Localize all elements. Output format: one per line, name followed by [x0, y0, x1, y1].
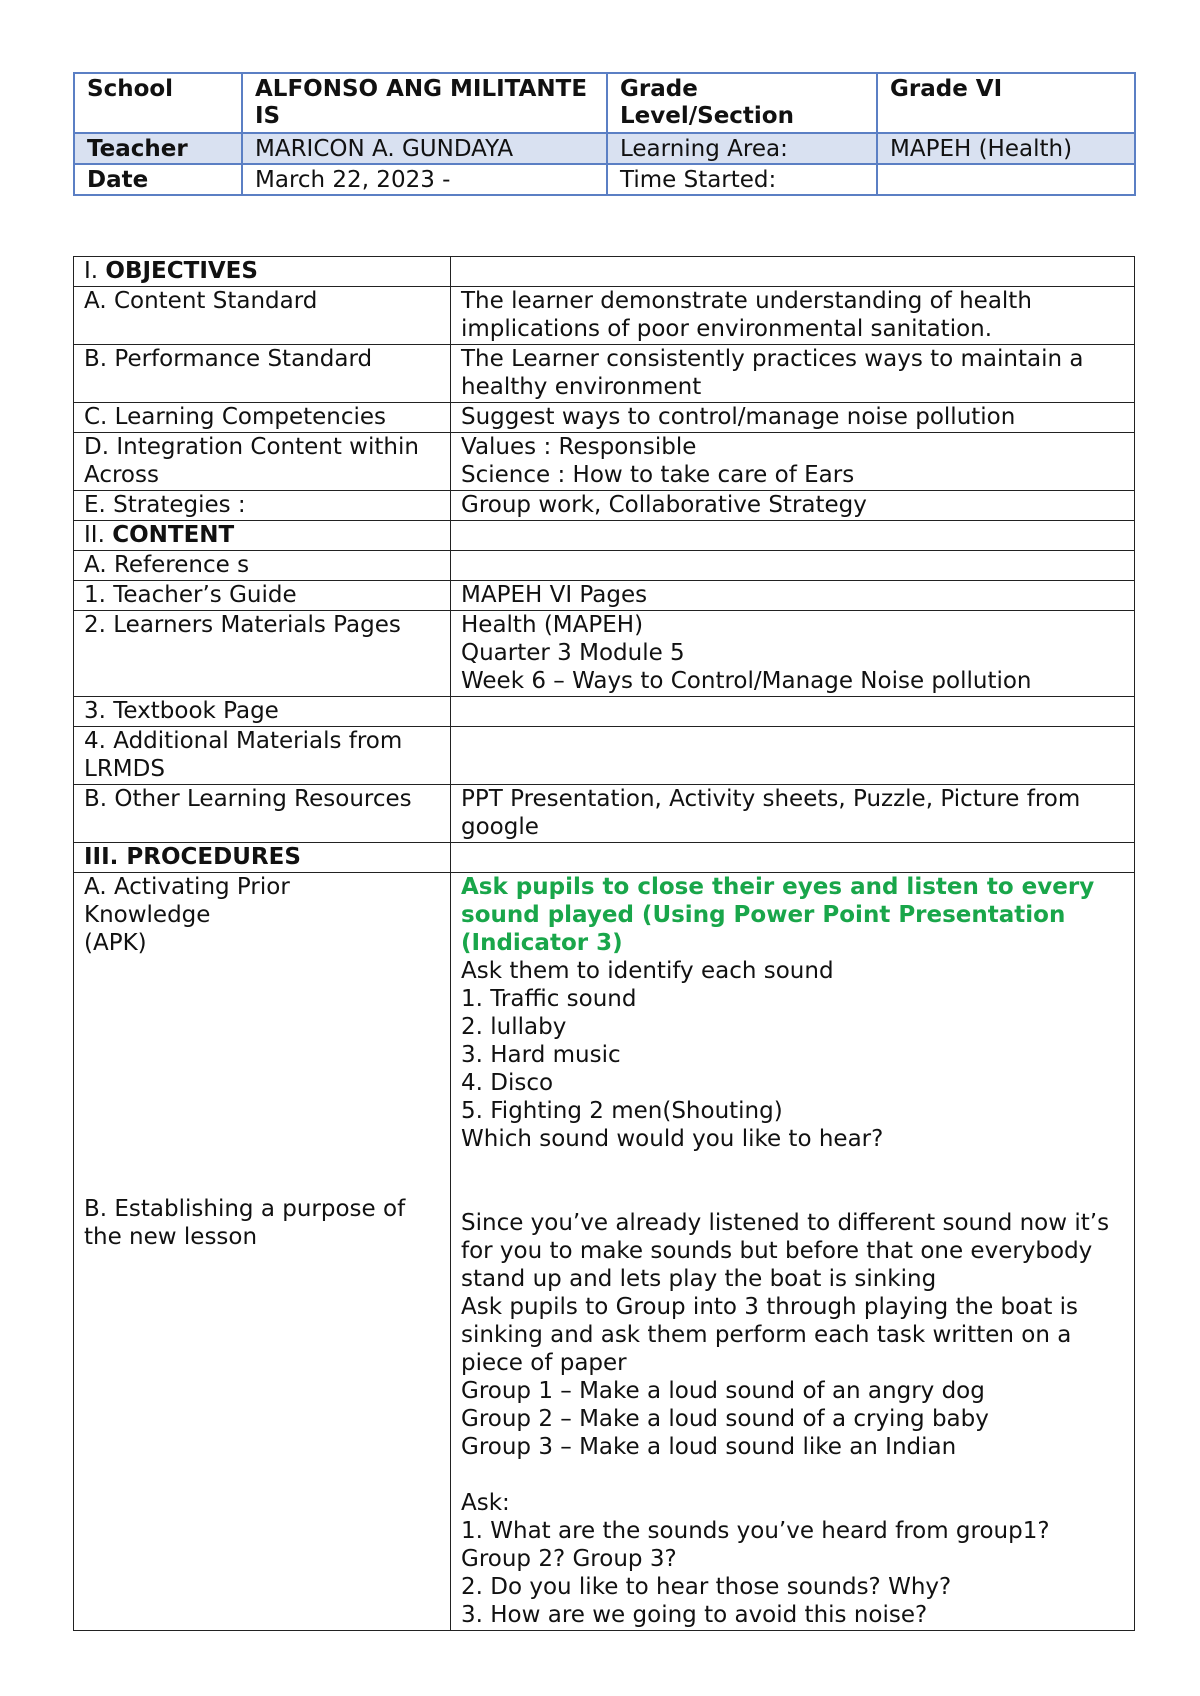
sound-item: 1. Traffic sound — [461, 986, 637, 1012]
learning-area-value: MAPEH (Health) — [877, 133, 1135, 164]
integration-values-line: Values : Responsible — [461, 434, 697, 460]
learners-materials-value — [451, 611, 1135, 697]
performance-standard-row — [74, 345, 1135, 403]
procedures-body-row — [74, 873, 1135, 1631]
performance-standard-label: B. Performance Standard — [74, 345, 451, 403]
other-resources-value: PPT Presentation, Activity sheets, Puzzle, Picture from google — [451, 785, 1135, 843]
strategies-row — [74, 491, 1135, 521]
purpose-label: B. Establishing a purpose of the new lesson — [84, 1196, 406, 1250]
group-task: Group 2 – Make a loud sound of a crying baby — [461, 1406, 989, 1432]
group-task: Group 1 – Make a loud sound of an angry dog — [461, 1378, 985, 1404]
apk-label-line: A. Activating Prior — [84, 874, 290, 900]
references-label: A. Reference s — [74, 551, 451, 581]
indicator-text: Ask pupils to close their eyes and listen to every sound played (Using Power Point Presentation (Indicator 3) — [461, 874, 1095, 956]
ask-question: 3. How are we going to avoid this noise? — [461, 1602, 928, 1628]
other-resources-row — [74, 785, 1135, 843]
content-standard-label: A. Content Standard — [74, 287, 451, 345]
identify-intro: Ask them to identify each sound — [461, 958, 834, 984]
objectives-value — [451, 257, 1135, 287]
header-info-table — [73, 72, 1136, 196]
objectives-heading: I. OBJECTIVES — [74, 257, 451, 287]
ask-question: 2. Do you like to hear those sounds? Why? — [461, 1574, 952, 1600]
learners-materials-line: Health (MAPEH) — [461, 612, 644, 638]
content-heading: II. CONTENT — [74, 521, 451, 551]
references-value — [451, 551, 1135, 581]
time-started-label: Time Started: — [607, 164, 877, 195]
teacher-value: MARICON A. GUNDAYA — [242, 133, 607, 164]
teachers-guide-row — [74, 581, 1135, 611]
content-row — [74, 521, 1135, 551]
procedures-row — [74, 843, 1135, 873]
group-task: Group 3 – Make a loud sound like an Indian — [461, 1434, 957, 1460]
teachers-guide-label: 1. Teacher’s Guide — [74, 581, 451, 611]
objectives-row — [74, 257, 1135, 287]
sound-item: 2. lullaby — [461, 1014, 567, 1040]
textbook-label: 3. Textbook Page — [74, 697, 451, 727]
integration-science-line: Science : How to take care of Ears — [461, 462, 855, 488]
school-label: School — [74, 73, 242, 133]
competencies-row — [74, 403, 1135, 433]
learners-materials-label: 2. Learners Materials Pages — [74, 611, 451, 697]
objectives-title: OBJECTIVES — [105, 258, 258, 284]
procedures-heading: III. PROCEDURES — [74, 843, 451, 873]
lesson-plan-table — [73, 256, 1135, 1631]
purpose-paragraph: Since you’ve already listened to different sound now it’s for you to make sounds but before that one everybody stand up and lets play the boat is sinking — [461, 1210, 1110, 1292]
content-title: CONTENT — [112, 522, 235, 548]
learners-materials-row — [74, 611, 1135, 697]
procedures-content — [451, 873, 1135, 1631]
date-label: Date — [74, 164, 242, 195]
learners-materials-line: Week 6 – Ways to Control/Manage Noise pollution — [461, 668, 1032, 694]
references-row — [74, 551, 1135, 581]
grade-level-value: Grade VI — [877, 73, 1135, 133]
procedures-labels — [74, 873, 451, 1631]
competencies-value: Suggest ways to control/manage noise pollution — [451, 403, 1135, 433]
content-standard-row — [74, 287, 1135, 345]
content-standard-value: The learner demonstrate understanding of health implications of poor environmental sanitation. — [451, 287, 1135, 345]
additional-materials-value — [451, 727, 1135, 785]
date-value: March 22, 2023 - — [242, 164, 607, 195]
sound-question: Which sound would you like to hear? — [461, 1126, 884, 1152]
strategies-value: Group work, Collaborative Strategy — [451, 491, 1135, 521]
teachers-guide-value: MAPEH VI Pages — [451, 581, 1135, 611]
ask-label: Ask: — [461, 1490, 510, 1516]
other-resources-label: B. Other Learning Resources — [74, 785, 451, 843]
integration-row — [74, 433, 1135, 491]
content-value — [451, 521, 1135, 551]
additional-materials-row — [74, 727, 1135, 785]
learners-materials-line: Quarter 3 Module 5 — [461, 640, 685, 666]
sound-item: 5. Fighting 2 men(Shouting) — [461, 1098, 783, 1124]
integration-label: D. Integration Content within Across — [74, 433, 451, 491]
school-value: ALFONSO ANG MILITANTE IS — [242, 73, 607, 133]
integration-value — [451, 433, 1135, 491]
teacher-label: Teacher — [74, 133, 242, 164]
grade-level-label: Grade Level/Section — [607, 73, 877, 133]
textbook-value — [451, 697, 1135, 727]
group-instruction: Ask pupils to Group into 3 through playing the boat is sinking and ask them perform each task written on a piece of paper — [461, 1294, 1079, 1376]
ask-question: 1. What are the sounds you’ve heard from group1? Group 2? Group 3? — [461, 1518, 1050, 1572]
performance-standard-value: The Learner consistently practices ways to maintain a healthy environment — [451, 345, 1135, 403]
competencies-label: C. Learning Competencies — [74, 403, 451, 433]
sound-item: 3. Hard music — [461, 1042, 621, 1068]
procedures-heading-value — [451, 843, 1135, 873]
additional-materials-label: 4. Additional Materials from LRMDS — [74, 727, 451, 785]
apk-label-line: Knowledge — [84, 902, 211, 928]
textbook-row — [74, 697, 1135, 727]
strategies-label: E. Strategies : — [74, 491, 451, 521]
sound-item: 4. Disco — [461, 1070, 554, 1096]
learning-area-label: Learning Area: — [607, 133, 877, 164]
apk-label-line: (APK) — [84, 930, 147, 956]
time-started-value — [877, 164, 1135, 195]
